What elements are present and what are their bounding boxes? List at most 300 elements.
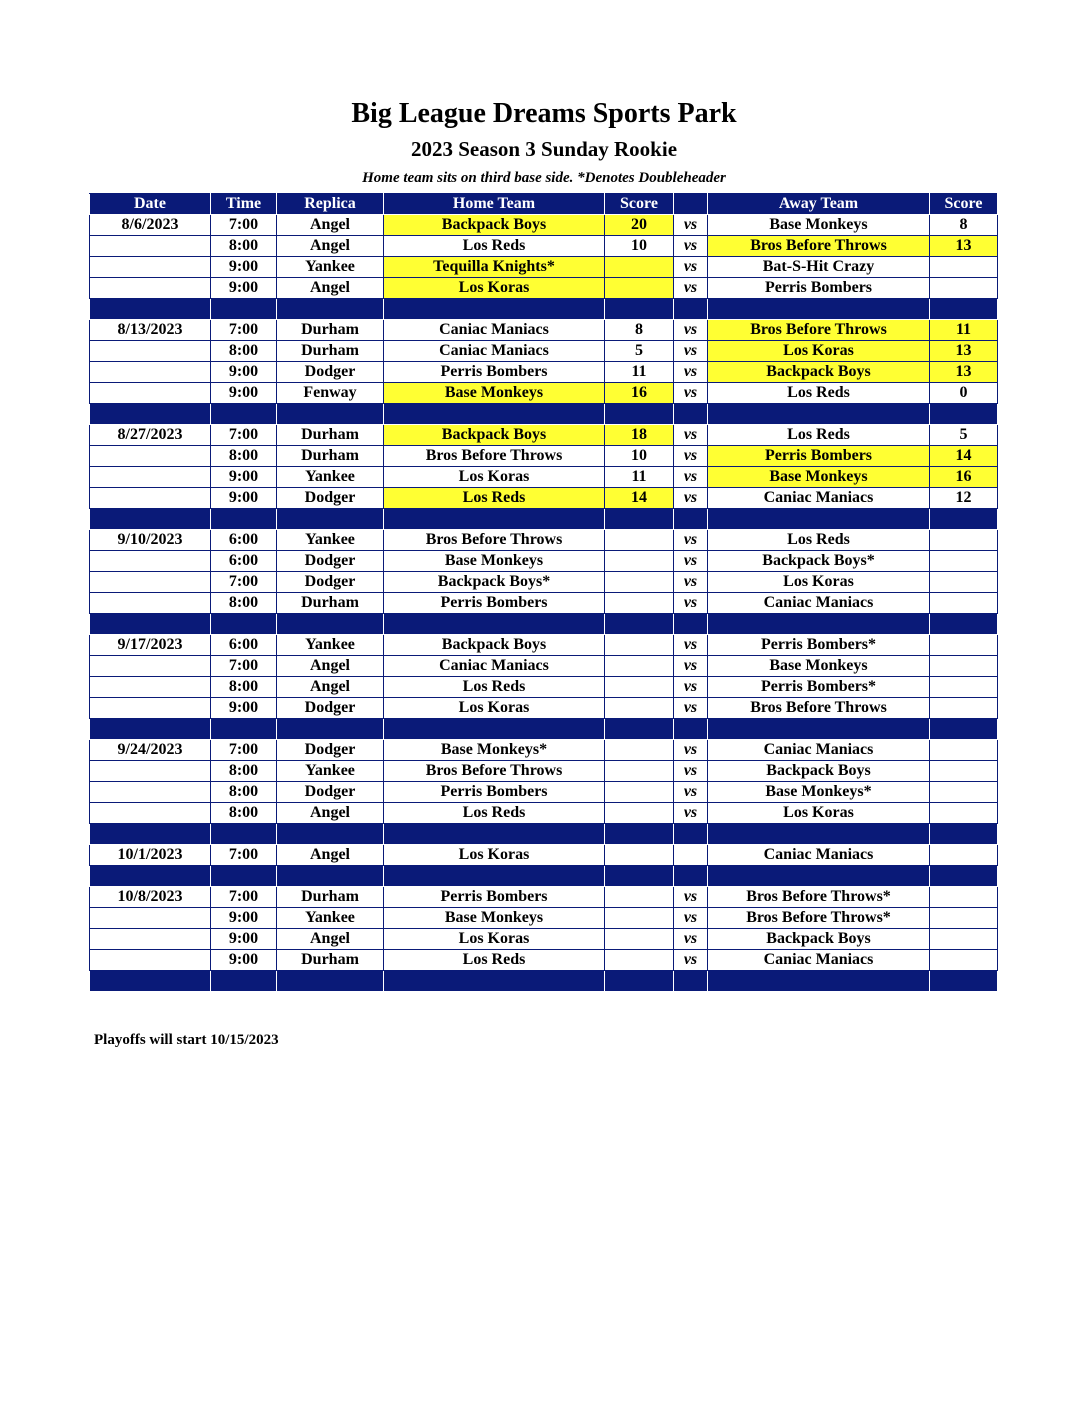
cell-time: 9:00 — [211, 278, 277, 299]
cell-away-score — [930, 677, 998, 698]
separator-cell — [708, 719, 930, 740]
week-separator-row — [90, 509, 998, 530]
cell-away-score — [930, 782, 998, 803]
table-row — [90, 488, 998, 509]
header-away-team: Away Team — [708, 194, 930, 215]
cell-away-score — [930, 551, 998, 572]
separator-cell — [605, 866, 674, 887]
separator-cell — [605, 509, 674, 530]
cell-vs: vs — [674, 488, 708, 509]
cell-time: 9:00 — [211, 488, 277, 509]
cell-away-score — [930, 950, 998, 971]
cell-home-team: Los Koras — [384, 278, 605, 299]
cell-date — [90, 908, 211, 929]
cell-replica: Angel — [277, 278, 384, 299]
table-row — [90, 320, 998, 341]
cell-home-score — [605, 257, 674, 278]
cell-home-team: Los Reds — [384, 803, 605, 824]
cell-time: 7:00 — [211, 320, 277, 341]
cell-home-team: Los Reds — [384, 677, 605, 698]
table-row — [90, 929, 998, 950]
cell-time: 9:00 — [211, 383, 277, 404]
cell-home-score: 10 — [605, 446, 674, 467]
cell-time: 7:00 — [211, 887, 277, 908]
cell-away-team: Bros Before Throws* — [708, 887, 930, 908]
cell-replica: Dodger — [277, 572, 384, 593]
cell-replica: Dodger — [277, 782, 384, 803]
cell-time: 9:00 — [211, 929, 277, 950]
cell-home-team: Los Koras — [384, 929, 605, 950]
table-row — [90, 803, 998, 824]
cell-replica: Yankee — [277, 257, 384, 278]
separator-cell — [277, 824, 384, 845]
cell-vs: vs — [674, 383, 708, 404]
cell-date — [90, 593, 211, 614]
cell-vs: vs — [674, 950, 708, 971]
cell-time: 9:00 — [211, 908, 277, 929]
cell-date: 9/17/2023 — [90, 635, 211, 656]
cell-date — [90, 341, 211, 362]
separator-cell — [211, 971, 277, 992]
separator-cell — [90, 824, 211, 845]
cell-replica: Yankee — [277, 467, 384, 488]
separator-cell — [674, 866, 708, 887]
cell-away-team: Perris Bombers — [708, 446, 930, 467]
cell-time: 7:00 — [211, 215, 277, 236]
separator-cell — [674, 971, 708, 992]
cell-vs: vs — [674, 341, 708, 362]
cell-home-team: Caniac Maniacs — [384, 320, 605, 341]
cell-date — [90, 572, 211, 593]
cell-home-team: Bros Before Throws — [384, 761, 605, 782]
schedule-note: Home team sits on third base side. *Denotes Doubleheader — [362, 170, 726, 186]
separator-cell — [674, 299, 708, 320]
separator-cell — [708, 509, 930, 530]
cell-away-team: Base Monkeys — [708, 467, 930, 488]
cell-home-team: Base Monkeys — [384, 551, 605, 572]
separator-cell — [90, 404, 211, 425]
cell-home-score — [605, 929, 674, 950]
separator-cell — [930, 299, 998, 320]
cell-time: 9:00 — [211, 698, 277, 719]
cell-away-score: 13 — [930, 362, 998, 383]
cell-home-score: 16 — [605, 383, 674, 404]
cell-vs: vs — [674, 929, 708, 950]
week-separator-row — [90, 824, 998, 845]
separator-cell — [90, 614, 211, 635]
cell-vs: vs — [674, 593, 708, 614]
cell-home-team: Backpack Boys — [384, 635, 605, 656]
table-row — [90, 782, 998, 803]
cell-away-team: Bros Before Throws — [708, 698, 930, 719]
cell-away-score: 0 — [930, 383, 998, 404]
header-replica: Replica — [277, 194, 384, 215]
cell-replica: Yankee — [277, 635, 384, 656]
cell-vs: vs — [674, 446, 708, 467]
separator-cell — [930, 719, 998, 740]
cell-vs: vs — [674, 908, 708, 929]
separator-cell — [930, 509, 998, 530]
separator-cell — [384, 971, 605, 992]
cell-away-team: Los Reds — [708, 530, 930, 551]
cell-time: 8:00 — [211, 677, 277, 698]
cell-away-team: Caniac Maniacs — [708, 950, 930, 971]
separator-cell — [605, 971, 674, 992]
cell-home-team: Los Reds — [384, 236, 605, 257]
cell-date — [90, 551, 211, 572]
separator-cell — [708, 614, 930, 635]
cell-away-team: Bros Before Throws — [708, 236, 930, 257]
cell-time: 9:00 — [211, 362, 277, 383]
cell-away-score — [930, 887, 998, 908]
separator-cell — [90, 971, 211, 992]
table-row — [90, 257, 998, 278]
week-separator-row — [90, 299, 998, 320]
cell-home-score — [605, 950, 674, 971]
cell-home-score — [605, 698, 674, 719]
cell-vs: vs — [674, 677, 708, 698]
separator-cell — [277, 509, 384, 530]
cell-home-team: Caniac Maniacs — [384, 341, 605, 362]
separator-cell — [211, 299, 277, 320]
cell-vs: vs — [674, 635, 708, 656]
cell-vs: vs — [674, 425, 708, 446]
table-row — [90, 236, 998, 257]
cell-replica: Yankee — [277, 908, 384, 929]
table-row — [90, 761, 998, 782]
cell-home-team: Los Koras — [384, 467, 605, 488]
table-row — [90, 278, 998, 299]
cell-vs: vs — [674, 215, 708, 236]
separator-cell — [674, 824, 708, 845]
cell-date: 8/27/2023 — [90, 425, 211, 446]
page-title: Big League Dreams Sports Park — [351, 98, 737, 129]
separator-cell — [277, 719, 384, 740]
cell-home-score: 18 — [605, 425, 674, 446]
cell-home-score: 14 — [605, 488, 674, 509]
table-row — [90, 698, 998, 719]
cell-home-team: Caniac Maniacs — [384, 656, 605, 677]
cell-away-team: Backpack Boys* — [708, 551, 930, 572]
header-date: Date — [90, 194, 211, 215]
cell-away-team: Perris Bombers* — [708, 635, 930, 656]
header-home-score: Score — [605, 194, 674, 215]
cell-home-team: Tequilla Knights* — [384, 257, 605, 278]
cell-replica: Durham — [277, 593, 384, 614]
cell-date — [90, 236, 211, 257]
cell-home-team: Los Reds — [384, 950, 605, 971]
cell-vs — [674, 845, 708, 866]
cell-replica: Durham — [277, 341, 384, 362]
cell-time: 8:00 — [211, 341, 277, 362]
cell-time: 6:00 — [211, 530, 277, 551]
table-row — [90, 551, 998, 572]
table-row — [90, 572, 998, 593]
cell-vs: vs — [674, 236, 708, 257]
cell-away-score — [930, 257, 998, 278]
table-row — [90, 215, 998, 236]
cell-home-score — [605, 572, 674, 593]
cell-home-score — [605, 845, 674, 866]
cell-home-score: 20 — [605, 215, 674, 236]
table-row — [90, 446, 998, 467]
cell-time: 9:00 — [211, 467, 277, 488]
schedule-table — [89, 193, 998, 992]
cell-vs: vs — [674, 698, 708, 719]
separator-cell — [384, 866, 605, 887]
cell-home-team: Bros Before Throws — [384, 530, 605, 551]
separator-cell — [90, 866, 211, 887]
separator-cell — [674, 509, 708, 530]
separator-cell — [708, 866, 930, 887]
table-row — [90, 425, 998, 446]
separator-cell — [211, 614, 277, 635]
cell-date: 9/10/2023 — [90, 530, 211, 551]
cell-date — [90, 677, 211, 698]
cell-date: 8/13/2023 — [90, 320, 211, 341]
table-row — [90, 635, 998, 656]
cell-away-team: Base Monkeys* — [708, 782, 930, 803]
schedule-body — [90, 215, 998, 992]
separator-cell — [708, 824, 930, 845]
separator-cell — [605, 404, 674, 425]
cell-away-team: Bros Before Throws* — [708, 908, 930, 929]
table-row — [90, 593, 998, 614]
cell-replica: Angel — [277, 803, 384, 824]
table-row — [90, 656, 998, 677]
cell-away-score: 12 — [930, 488, 998, 509]
cell-away-team: Bat-S-Hit Crazy — [708, 257, 930, 278]
cell-home-score: 8 — [605, 320, 674, 341]
cell-time: 6:00 — [211, 551, 277, 572]
separator-cell — [674, 404, 708, 425]
separator-cell — [90, 299, 211, 320]
cell-time: 7:00 — [211, 656, 277, 677]
cell-vs: vs — [674, 761, 708, 782]
table-row — [90, 908, 998, 929]
week-separator-row — [90, 971, 998, 992]
cell-home-team: Perris Bombers — [384, 887, 605, 908]
cell-time: 8:00 — [211, 803, 277, 824]
separator-cell — [211, 824, 277, 845]
cell-home-team: Perris Bombers — [384, 782, 605, 803]
cell-replica: Angel — [277, 656, 384, 677]
cell-home-score — [605, 677, 674, 698]
separator-cell — [211, 509, 277, 530]
cell-home-team: Los Koras — [384, 698, 605, 719]
separator-cell — [277, 971, 384, 992]
cell-away-team: Perris Bombers* — [708, 677, 930, 698]
cell-date — [90, 383, 211, 404]
cell-vs: vs — [674, 740, 708, 761]
cell-away-team: Caniac Maniacs — [708, 740, 930, 761]
cell-home-score: 5 — [605, 341, 674, 362]
cell-replica: Durham — [277, 320, 384, 341]
separator-cell — [930, 614, 998, 635]
cell-away-score — [930, 761, 998, 782]
table-row — [90, 740, 998, 761]
cell-home-score — [605, 530, 674, 551]
cell-time: 8:00 — [211, 446, 277, 467]
cell-home-score — [605, 908, 674, 929]
cell-time: 8:00 — [211, 593, 277, 614]
separator-cell — [605, 614, 674, 635]
cell-date — [90, 362, 211, 383]
cell-home-score — [605, 782, 674, 803]
cell-time: 7:00 — [211, 845, 277, 866]
cell-away-team: Base Monkeys — [708, 215, 930, 236]
cell-away-score — [930, 656, 998, 677]
cell-vs: vs — [674, 278, 708, 299]
cell-replica: Durham — [277, 887, 384, 908]
cell-time: 8:00 — [211, 782, 277, 803]
table-header-row — [90, 194, 998, 215]
cell-away-score: 5 — [930, 425, 998, 446]
cell-away-score — [930, 845, 998, 866]
cell-away-team: Caniac Maniacs — [708, 593, 930, 614]
cell-away-team: Caniac Maniacs — [708, 488, 930, 509]
cell-vs: vs — [674, 257, 708, 278]
cell-away-team: Caniac Maniacs — [708, 845, 930, 866]
cell-home-team: Perris Bombers — [384, 593, 605, 614]
cell-date: 9/24/2023 — [90, 740, 211, 761]
cell-home-team: Backpack Boys* — [384, 572, 605, 593]
cell-vs: vs — [674, 530, 708, 551]
separator-cell — [605, 719, 674, 740]
header-home-team: Home Team — [384, 194, 605, 215]
separator-cell — [211, 719, 277, 740]
cell-vs: vs — [674, 320, 708, 341]
cell-away-team: Bros Before Throws — [708, 320, 930, 341]
cell-home-score — [605, 656, 674, 677]
cell-replica: Yankee — [277, 761, 384, 782]
cell-replica: Dodger — [277, 698, 384, 719]
cell-away-team: Los Koras — [708, 341, 930, 362]
cell-away-score — [930, 740, 998, 761]
cell-away-score — [930, 908, 998, 929]
cell-home-team: Perris Bombers — [384, 362, 605, 383]
playoffs-note: Playoffs will start 10/15/2023 — [94, 1032, 279, 1048]
cell-replica: Angel — [277, 845, 384, 866]
separator-cell — [384, 299, 605, 320]
cell-date — [90, 488, 211, 509]
separator-cell — [384, 509, 605, 530]
cell-away-team: Backpack Boys — [708, 761, 930, 782]
cell-date: 8/6/2023 — [90, 215, 211, 236]
header-vs — [674, 194, 708, 215]
separator-cell — [708, 404, 930, 425]
cell-replica: Angel — [277, 215, 384, 236]
separator-cell — [277, 614, 384, 635]
cell-away-team: Base Monkeys — [708, 656, 930, 677]
cell-replica: Angel — [277, 929, 384, 950]
cell-date — [90, 929, 211, 950]
separator-cell — [211, 866, 277, 887]
cell-time: 9:00 — [211, 950, 277, 971]
cell-home-score — [605, 278, 674, 299]
cell-date — [90, 257, 211, 278]
cell-vs: vs — [674, 887, 708, 908]
cell-date: 10/8/2023 — [90, 887, 211, 908]
cell-vs: vs — [674, 572, 708, 593]
cell-home-score: 11 — [605, 362, 674, 383]
separator-cell — [674, 614, 708, 635]
cell-time: 6:00 — [211, 635, 277, 656]
cell-away-score: 8 — [930, 215, 998, 236]
cell-replica: Durham — [277, 446, 384, 467]
separator-cell — [277, 404, 384, 425]
cell-home-score — [605, 887, 674, 908]
cell-vs: vs — [674, 656, 708, 677]
cell-away-team: Backpack Boys — [708, 362, 930, 383]
separator-cell — [605, 299, 674, 320]
cell-time: 9:00 — [211, 257, 277, 278]
cell-time: 8:00 — [211, 761, 277, 782]
cell-vs: vs — [674, 782, 708, 803]
cell-home-team: Base Monkeys — [384, 908, 605, 929]
cell-home-score — [605, 593, 674, 614]
cell-away-score — [930, 635, 998, 656]
cell-time: 8:00 — [211, 236, 277, 257]
cell-date — [90, 698, 211, 719]
cell-away-score — [930, 530, 998, 551]
cell-away-score: 11 — [930, 320, 998, 341]
cell-replica: Durham — [277, 950, 384, 971]
cell-home-score — [605, 740, 674, 761]
week-separator-row — [90, 719, 998, 740]
cell-home-score: 10 — [605, 236, 674, 257]
separator-cell — [674, 719, 708, 740]
cell-date — [90, 467, 211, 488]
table-row — [90, 677, 998, 698]
separator-cell — [384, 824, 605, 845]
page-subtitle: 2023 Season 3 Sunday Rookie — [410, 137, 678, 161]
cell-away-score — [930, 698, 998, 719]
cell-home-team: Backpack Boys — [384, 215, 605, 236]
cell-date — [90, 656, 211, 677]
table-row — [90, 362, 998, 383]
cell-replica: Yankee — [277, 530, 384, 551]
cell-date — [90, 446, 211, 467]
cell-date — [90, 278, 211, 299]
cell-vs: vs — [674, 551, 708, 572]
cell-time: 7:00 — [211, 572, 277, 593]
cell-home-score — [605, 551, 674, 572]
table-row — [90, 887, 998, 908]
table-row — [90, 530, 998, 551]
week-separator-row — [90, 404, 998, 425]
separator-cell — [277, 866, 384, 887]
cell-away-team: Los Reds — [708, 383, 930, 404]
cell-away-team: Los Reds — [708, 425, 930, 446]
cell-home-score — [605, 761, 674, 782]
separator-cell — [930, 971, 998, 992]
cell-time: 7:00 — [211, 740, 277, 761]
separator-cell — [277, 299, 384, 320]
cell-replica: Fenway — [277, 383, 384, 404]
cell-home-team: Backpack Boys — [384, 425, 605, 446]
cell-home-team: Los Reds — [384, 488, 605, 509]
cell-home-team: Base Monkeys — [384, 383, 605, 404]
cell-away-score: 13 — [930, 236, 998, 257]
cell-replica: Angel — [277, 677, 384, 698]
cell-away-score — [930, 929, 998, 950]
separator-cell — [708, 971, 930, 992]
table-row — [90, 845, 998, 866]
separator-cell — [708, 299, 930, 320]
separator-cell — [605, 824, 674, 845]
separator-cell — [930, 404, 998, 425]
